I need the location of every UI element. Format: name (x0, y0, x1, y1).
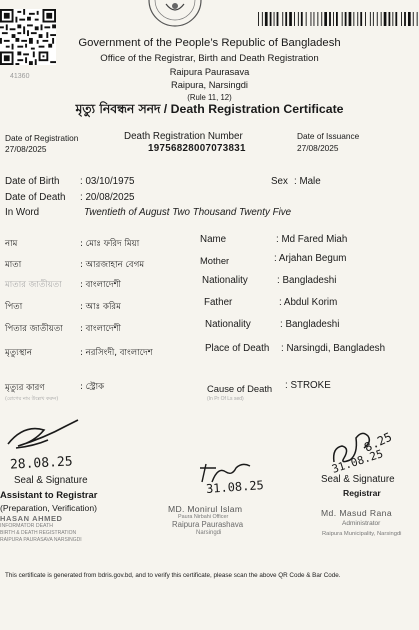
certificate-title-en: Death Registration Certificate (170, 102, 344, 116)
registration-date-value: 27/08/2025 (5, 144, 47, 154)
certificate-title-separator: / (160, 102, 171, 116)
cause-of-death-en-note: (In Pr Of Ls sed) (207, 396, 244, 402)
sex-label: Sex (271, 176, 288, 187)
mother-bn-value: : আরজাহান বেগম (80, 260, 145, 270)
assistant-role-note: (Preparation, Verification) (0, 503, 97, 513)
certificate-title (0, 101, 419, 121)
town-name: Raipura, Narsingdi (171, 80, 248, 90)
office-title: Office of the Registrar, Birth and Death Registration (100, 53, 319, 64)
officer-office: Raipura Paurashava (172, 520, 244, 529)
rule-reference: (Rule 11, 12) (187, 93, 232, 102)
barcode (258, 12, 418, 26)
verification-note: This certificate is generated from bdris.gov.bd, and to verify this certificate, please scan the above QR Code & Bar Code. (5, 572, 341, 579)
name-bn-label: নাম (5, 239, 18, 249)
mother-value: : Arjahan Begum (274, 253, 347, 264)
mother-nationality-label: Nationality (202, 275, 248, 286)
place-of-death-label: Place of Death (205, 343, 270, 354)
place-of-death-bn-value: : নরসিংদী, বাংলাদেশ (80, 348, 153, 358)
registrar-name: Md. Masud Rana (321, 508, 393, 518)
mother-bn-label: মাতা (5, 260, 22, 270)
assistant-seal-title: Seal & Signature (14, 475, 88, 486)
registrar-office: Raipura Municipality, Narsingdi (322, 531, 402, 537)
father-nationality-label: Nationality (205, 319, 251, 330)
issuance-date-value: 27/08/2025 (297, 143, 339, 153)
assistant-stamp-line-3: BIRTH & DEATH REGISTRATION (0, 530, 77, 536)
assistant-signature-date: 28.08.25 (9, 454, 73, 473)
registration-date-label: Date of Registration (5, 133, 79, 143)
assistant-stamp-line-1: HASAN AHMED (0, 514, 63, 523)
officer-signature-date: 31.08.25 (205, 478, 265, 496)
registrar-role: Registrar (343, 488, 381, 498)
dod-value: : 20/08/2025 (80, 192, 135, 203)
dob-value: : 03/10/1975 (80, 176, 135, 187)
name-value: : Md Fared Miah (276, 234, 348, 245)
government-seal (148, 0, 202, 28)
mother-label: Mother (200, 255, 230, 266)
registration-number-label: Death Registration Number (124, 131, 243, 142)
assistant-stamp-line-2: INFORMATOR DEATH (0, 523, 54, 529)
father-nationality-bn-value: : বাংলাদেশী (80, 324, 122, 334)
sex-value: : Male (294, 176, 321, 187)
inword-label: In Word (5, 207, 40, 218)
father-value: : Abdul Korim (279, 297, 338, 308)
father-label: Father (204, 297, 233, 308)
registration-number-value: 19756828007073831 (148, 143, 246, 154)
registrar-seal-title: Seal & Signature (321, 474, 395, 485)
cause-of-death-value: : STROKE (285, 380, 331, 391)
government-title: Government of the People’s Republic of Bangladesh (78, 37, 341, 49)
registrar-signature-date-top: 8.25 (362, 429, 395, 455)
paurasava-name: Raipura Paurasava (169, 67, 250, 77)
issuance-date-label: Date of Issuance (297, 131, 360, 141)
mother-nationality-bn-label: মাতার জাতীয়তা (5, 280, 62, 290)
assistant-stamp-line-4: RAIPURA PAURASAVA NARSINGDI (0, 537, 82, 543)
place-of-death-bn-label: মৃত্যুস্থান (5, 348, 33, 358)
officer-name: MD. Monirul Islam (168, 504, 243, 514)
dob-label: Date of Birth (5, 176, 60, 187)
serial-number: 41360 (10, 73, 30, 80)
registrar-signature-date: 31.08.25 (330, 447, 385, 476)
assistant-signature (4, 416, 94, 452)
place-of-death-value: : Narsingdi, Bangladesh (281, 343, 386, 354)
inword-value: Twentieth of August Two Thousand Twenty Five (84, 207, 292, 218)
dod-label: Date of Death (5, 192, 66, 203)
father-nationality-bn-label: পিতার জাতীয়তা (5, 324, 63, 334)
father-bn-value: : আঃ করিম (80, 302, 121, 312)
assistant-role: Assistant to Registrar (0, 489, 98, 500)
name-bn-value: : মোঃ ফরিদ মিয়া (80, 239, 140, 249)
officer-place: Narsingdi (196, 530, 222, 536)
father-nationality-value: : Bangladeshi (280, 319, 340, 330)
mother-nationality-bn-value: : বাংলাদেশী (80, 280, 122, 290)
mother-nationality-value: : Bangladeshi (277, 275, 337, 286)
certificate-title-bn: মৃত্যু নিবন্ধন সনদ (75, 102, 161, 116)
name-label: Name (200, 234, 227, 245)
registrar-designation: Administrator (342, 520, 381, 527)
father-bn-label: পিতা (5, 302, 23, 312)
cause-of-death-bn-note: (রোগের নাম উল্লেখ করুন) (5, 396, 59, 402)
cause-of-death-bn-label: মৃত্যুর কারণ (5, 383, 45, 393)
cause-of-death-label: Cause of Death (207, 383, 273, 394)
officer-designation: Paura Nirbahi Officer (178, 514, 229, 520)
cause-of-death-bn-value: : স্ট্রোক (80, 382, 105, 392)
